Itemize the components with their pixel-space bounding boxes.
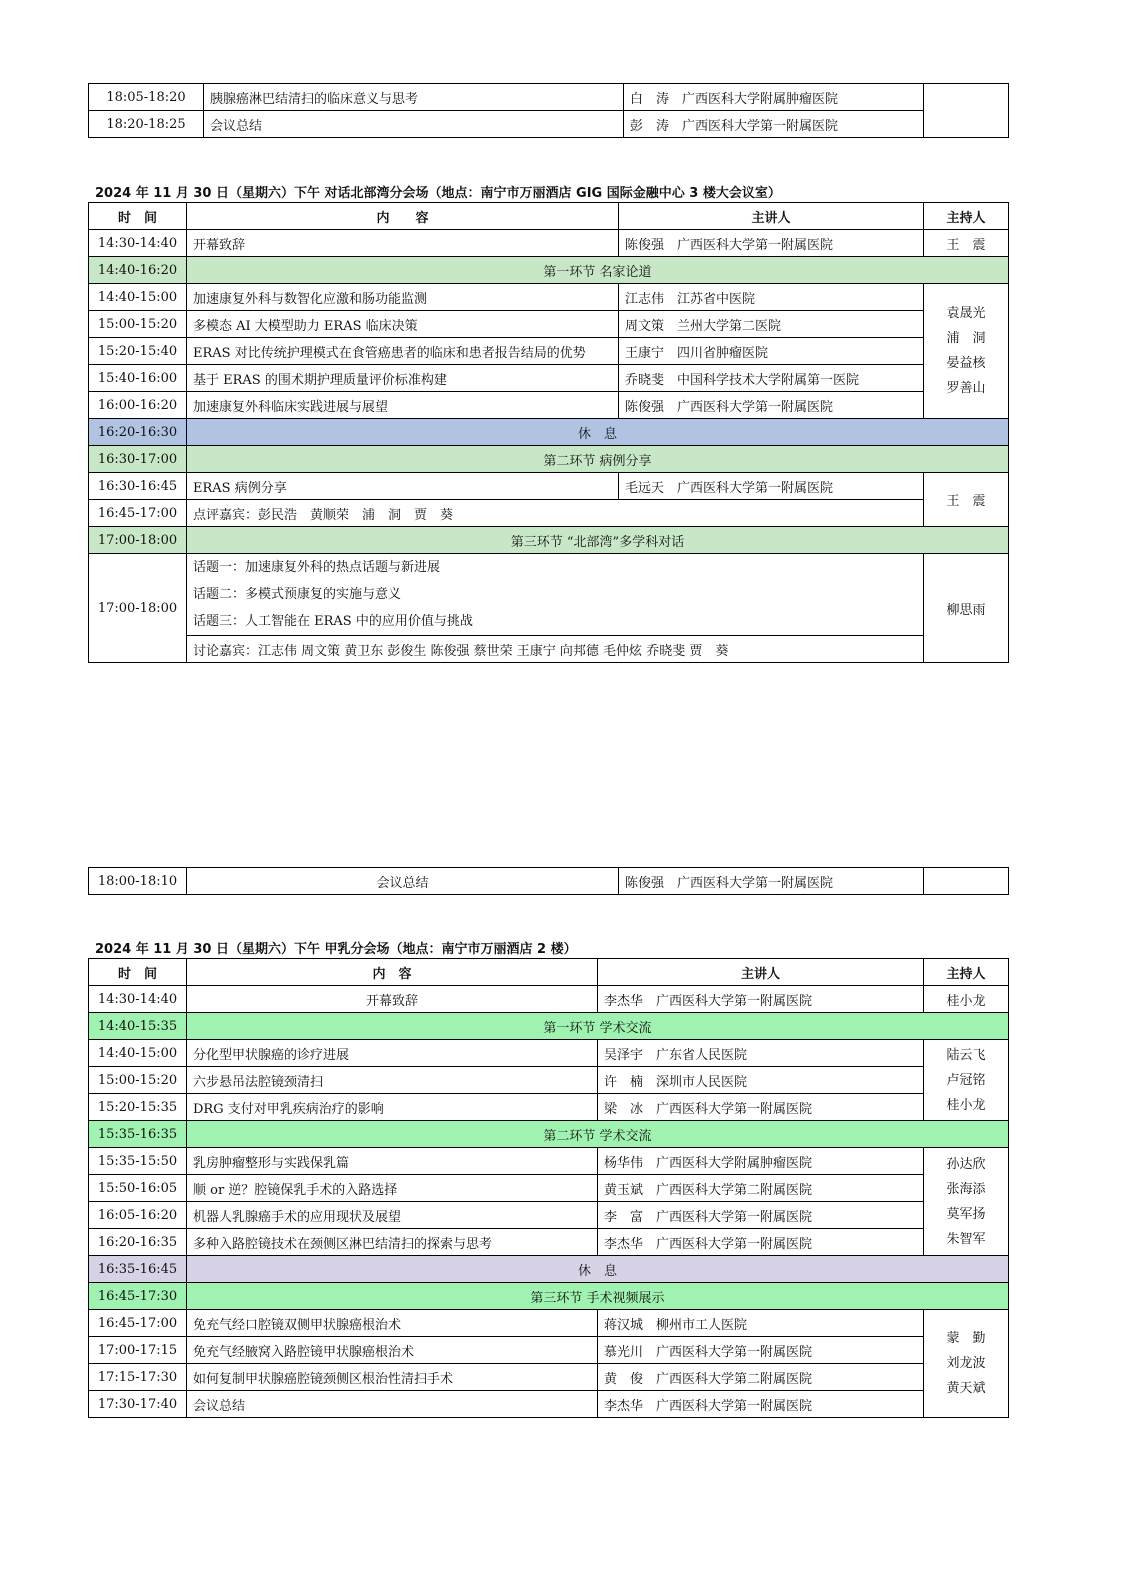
section-row [89, 527, 1009, 554]
speaker-cell: 慕光川 广西医科大学第一附属医院 [598, 1337, 924, 1364]
table-row [89, 1094, 1009, 1121]
time-cell: 14:40-15:35 [89, 1013, 187, 1040]
speaker-cell: 陈俊强 广西医科大学第一附属医院 [619, 230, 924, 257]
speaker-cell: 陈俊强 广西医科大学第一附属医院 [619, 868, 924, 895]
table-row [89, 230, 1009, 257]
section-label: 第二环节 病例分享 [187, 446, 1009, 473]
table-block-3 [88, 867, 1009, 895]
table-row [89, 1067, 1009, 1094]
content-cell: DRG 支付对甲乳疾病治疗的影响 [187, 1094, 598, 1121]
host-cell: 蒙 勤 刘龙波 黄天斌 [924, 1310, 1009, 1418]
speaker-cell: 黄玉斌 广西医科大学第二附属医院 [598, 1175, 924, 1202]
session-title-beibuwan: 2024 年 11 月 30 日（星期六）下午 对话北部湾分会场（地点：南宁市万丽酒店 GIG 国际金融中心 3 楼大会议室） [95, 186, 781, 201]
content-cell: 会议总结 [204, 111, 624, 138]
speaker-cell: 吴泽宇 广东省人民医院 [598, 1040, 924, 1067]
topics-cell [187, 554, 924, 636]
speaker-cell: 杨华伟 广西医科大学附属肿瘤医院 [598, 1148, 924, 1175]
time-cell: 17:00-18:00 [89, 554, 187, 663]
content-cell: 六步悬吊法腔镜颈清扫 [187, 1067, 598, 1094]
table-row [89, 1364, 1009, 1391]
time-cell: 16:05-16:20 [89, 1202, 187, 1229]
section-label: 第二环节 学术交流 [187, 1121, 1009, 1148]
header-row [89, 959, 1009, 986]
speaker-cell: 毛远天 广西医科大学第一附属医院 [619, 473, 924, 500]
speaker-cell: 蒋汉城 柳州市工人医院 [598, 1310, 924, 1337]
content-cell: 如何复制甲状腺癌腔镜颈侧区根治性清扫手术 [187, 1364, 598, 1391]
table-row [89, 554, 1009, 636]
time-cell: 17:00-18:00 [89, 527, 187, 554]
time-cell: 14:30-14:40 [89, 230, 187, 257]
content-cell: 胰腺癌淋巴结清扫的临床意义与思考 [204, 84, 624, 111]
header-content: 内 容 [187, 203, 619, 230]
content-cell: 顺 or 逆？腔镜保乳手术的入路选择 [187, 1175, 598, 1202]
header-speaker: 主讲人 [598, 959, 924, 986]
content-cell: 机器人乳腺癌手术的应用现状及展望 [187, 1202, 598, 1229]
time-cell: 18:05-18:20 [89, 84, 204, 111]
content-cell: 基于 ERAS 的围术期护理质量评价标准构建 [187, 365, 619, 392]
content-cell: 免充气经口腔镜双侧甲状腺癌根治术 [187, 1310, 598, 1337]
content-cell: 开幕致辞 [187, 986, 598, 1013]
table-row [89, 636, 1009, 663]
topic-2: 话题二：多模式预康复的实施与意义 [193, 587, 402, 602]
time-cell: 14:30-14:40 [89, 986, 187, 1013]
host-cell: 桂小龙 [924, 986, 1009, 1013]
content-cell: 分化型甲状腺癌的诊疗进展 [187, 1040, 598, 1067]
table-row [89, 1310, 1009, 1337]
host-cell: 王 震 [924, 230, 1009, 257]
time-cell: 15:20-15:35 [89, 1094, 187, 1121]
time-cell: 14:40-15:00 [89, 1040, 187, 1067]
time-cell: 15:00-15:20 [89, 1067, 187, 1094]
table-row [89, 284, 1009, 311]
table-block-1 [88, 83, 1009, 138]
table-row [89, 311, 1009, 338]
section-row [89, 1283, 1009, 1310]
content-cell: 开幕致辞 [187, 230, 619, 257]
host-cell: 孙达欣 张海添 莫军扬 朱智军 [924, 1148, 1009, 1256]
time-cell: 16:20-16:30 [89, 419, 187, 446]
header-row [89, 203, 1009, 230]
speaker-cell: 江志伟 江苏省中医院 [619, 284, 924, 311]
host-cell: 袁晟光 浦 洞 晏益核 罗善山 [924, 284, 1009, 419]
time-cell: 15:35-16:35 [89, 1121, 187, 1148]
content-cell: 加速康复外科临床实践进展与展望 [187, 392, 619, 419]
speaker-cell: 彭 涛 广西医科大学第一附属医院 [624, 111, 924, 138]
time-cell: 18:20-18:25 [89, 111, 204, 138]
content-cell: 乳房肿瘤整形与实践保乳篇 [187, 1148, 598, 1175]
table-row [89, 500, 1009, 527]
break-label: 休 息 [187, 419, 1009, 446]
content-cell: ERAS 对比传统护理模式在食管癌患者的临床和患者报告结局的优势 [187, 338, 619, 365]
table-row [89, 1040, 1009, 1067]
discussion-guests: 讨论嘉宾：江志伟 周文策 黄卫东 彭俊生 陈俊强 蔡世荣 王康宁 向邦德 毛仲炫 乔晓斐 贾 葵 [187, 636, 924, 663]
table-row [89, 986, 1009, 1013]
header-time: 时 间 [89, 959, 187, 986]
time-cell: 16:45-17:00 [89, 500, 187, 527]
table-row [89, 338, 1009, 365]
section-row [89, 1121, 1009, 1148]
section-row [89, 1013, 1009, 1040]
table-row [89, 1229, 1009, 1256]
speaker-cell: 许 楠 深圳市人民医院 [598, 1067, 924, 1094]
speaker-cell: 李杰华 广西医科大学第一附属医院 [598, 986, 924, 1013]
time-cell: 16:35-16:45 [89, 1256, 187, 1283]
table-block-2 [88, 202, 1009, 663]
section-row [89, 257, 1009, 284]
break-row [89, 1256, 1009, 1283]
time-cell: 16:45-17:00 [89, 1310, 187, 1337]
time-cell: 17:15-17:30 [89, 1364, 187, 1391]
speaker-cell: 王康宁 四川省肿瘤医院 [619, 338, 924, 365]
header-host: 主持人 [924, 959, 1009, 986]
section-label: 第一环节 学术交流 [187, 1013, 1009, 1040]
time-cell: 15:50-16:05 [89, 1175, 187, 1202]
host-cell [924, 868, 1009, 895]
speaker-cell: 黄 俊 广西医科大学第二附属医院 [598, 1364, 924, 1391]
table-row [89, 473, 1009, 500]
host-cell: 柳思雨 [924, 554, 1009, 663]
time-cell: 15:35-15:50 [89, 1148, 187, 1175]
speaker-cell: 乔晓斐 中国科学技术大学附属第一医院 [619, 365, 924, 392]
host-cell [924, 111, 1009, 138]
break-row [89, 419, 1009, 446]
speaker-cell: 陈俊强 广西医科大学第一附属医院 [619, 392, 924, 419]
time-cell: 16:30-16:45 [89, 473, 187, 500]
header-host: 主持人 [924, 203, 1009, 230]
table-row [89, 1175, 1009, 1202]
content-cell: 多种入路腔镜技术在颈侧区淋巴结清扫的探索与思考 [187, 1229, 598, 1256]
table-row [89, 84, 1009, 111]
header-time: 时 间 [89, 203, 187, 230]
content-cell: 免充气经腋窝入路腔镜甲状腺癌根治术 [187, 1337, 598, 1364]
content-cell: 会议总结 [187, 1391, 598, 1418]
speaker-cell: 白 涛 广西医科大学附属肿瘤医院 [624, 84, 924, 111]
table-row [89, 392, 1009, 419]
session-title-thyroid-breast: 2024 年 11 月 30 日（星期六）下午 甲乳分会场（地点：南宁市万丽酒店 2 楼） [95, 942, 577, 957]
section-row [89, 446, 1009, 473]
break-label: 休 息 [187, 1256, 1009, 1283]
speaker-cell: 李杰华 广西医科大学第一附属医院 [598, 1229, 924, 1256]
content-cell: 加速康复外科与数智化应激和肠功能监测 [187, 284, 619, 311]
table-row [89, 1202, 1009, 1229]
time-cell: 16:00-16:20 [89, 392, 187, 419]
time-cell: 14:40-15:00 [89, 284, 187, 311]
speaker-cell: 李 富 广西医科大学第一附属医院 [598, 1202, 924, 1229]
table-row [89, 1337, 1009, 1364]
time-cell: 17:00-17:15 [89, 1337, 187, 1364]
content-cell: ERAS 病例分享 [187, 473, 619, 500]
section-label: 第一环节 名家论道 [187, 257, 1009, 284]
section-label: 第三环节 手术视频展示 [187, 1283, 1009, 1310]
speaker-cell: 周文策 兰州大学第二医院 [619, 311, 924, 338]
comment-guests: 点评嘉宾：彭民浩 黄顺荣 浦 洞 贾 葵 [187, 500, 924, 527]
time-cell: 15:00-15:20 [89, 311, 187, 338]
content-cell: 会议总结 [187, 868, 619, 895]
content-cell: 多模态 AI 大模型助力 ERAS 临床决策 [187, 311, 619, 338]
time-cell: 16:45-17:30 [89, 1283, 187, 1310]
table-row [89, 1148, 1009, 1175]
table-row [89, 111, 1009, 138]
time-cell: 18:00-18:10 [89, 868, 187, 895]
table-block-4 [88, 958, 1009, 1418]
time-cell: 16:30-17:00 [89, 446, 187, 473]
topic-1: 话题一：加速康复外科的热点话题与新进展 [193, 560, 441, 575]
header-content: 内 容 [187, 959, 598, 986]
host-cell: 陆云飞 卢冠铭 桂小龙 [924, 1040, 1009, 1121]
host-cell [924, 84, 1009, 111]
topic-3: 话题三：人工智能在 ERAS 中的应用价值与挑战 [193, 614, 473, 629]
table-row [89, 868, 1009, 895]
time-cell: 15:20-15:40 [89, 338, 187, 365]
table-row [89, 1391, 1009, 1418]
section-label: 第三环节 “北部湾”多学科对话 [187, 527, 1009, 554]
header-speaker: 主讲人 [619, 203, 924, 230]
time-cell: 17:30-17:40 [89, 1391, 187, 1418]
host-cell: 王 震 [924, 473, 1009, 527]
table-row [89, 365, 1009, 392]
time-cell: 16:20-16:35 [89, 1229, 187, 1256]
speaker-cell: 梁 冰 广西医科大学第一附属医院 [598, 1094, 924, 1121]
speaker-cell: 李杰华 广西医科大学第一附属医院 [598, 1391, 924, 1418]
time-cell: 14:40-16:20 [89, 257, 187, 284]
time-cell: 15:40-16:00 [89, 365, 187, 392]
